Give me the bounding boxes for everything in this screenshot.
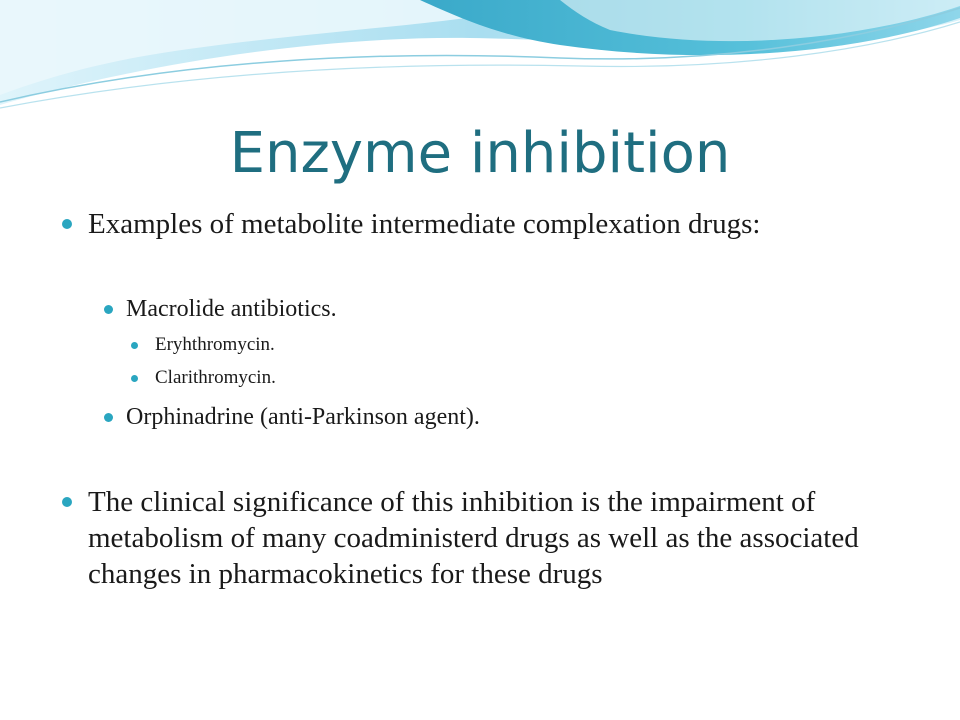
bullet-text: Macrolide antibiotics.: [126, 296, 337, 322]
bullet-text: Eryhthromycin.: [155, 334, 275, 355]
bullet-dot-icon: [62, 497, 72, 507]
header-wave-decoration: [0, 0, 960, 130]
bullet-dot-icon: [131, 342, 138, 349]
bullet-item-erythromycin: [128, 332, 920, 358]
bullet-list: [60, 206, 920, 592]
bullet-text: The clinical significance of this inhibition is the impairment of metabolism of many coadministerd drugs as well as the associated changes in pharmacokinetics for these drugs: [88, 486, 859, 590]
bullet-item-orphinadrine: [102, 402, 920, 432]
bullet-dot-icon: [104, 305, 113, 314]
bullet-text: Orphinadrine (anti-Parkinson agent).: [126, 404, 480, 430]
bullet-dot-icon: [62, 219, 72, 229]
bullet-item-clinical-significance: [60, 484, 920, 592]
slide-title: Enzyme inhibition: [229, 121, 731, 186]
bullet-dot-icon: [104, 413, 113, 422]
bullet-item-macrolide: [102, 294, 920, 324]
bullet-item-clarithromycin: [128, 365, 920, 391]
bullet-text: Examples of metabolite intermediate complexation drugs:: [88, 208, 761, 240]
bullet-text: Clarithromycin.: [155, 367, 276, 388]
bullet-dot-icon: [131, 375, 138, 382]
bullet-item-examples: [60, 206, 920, 242]
